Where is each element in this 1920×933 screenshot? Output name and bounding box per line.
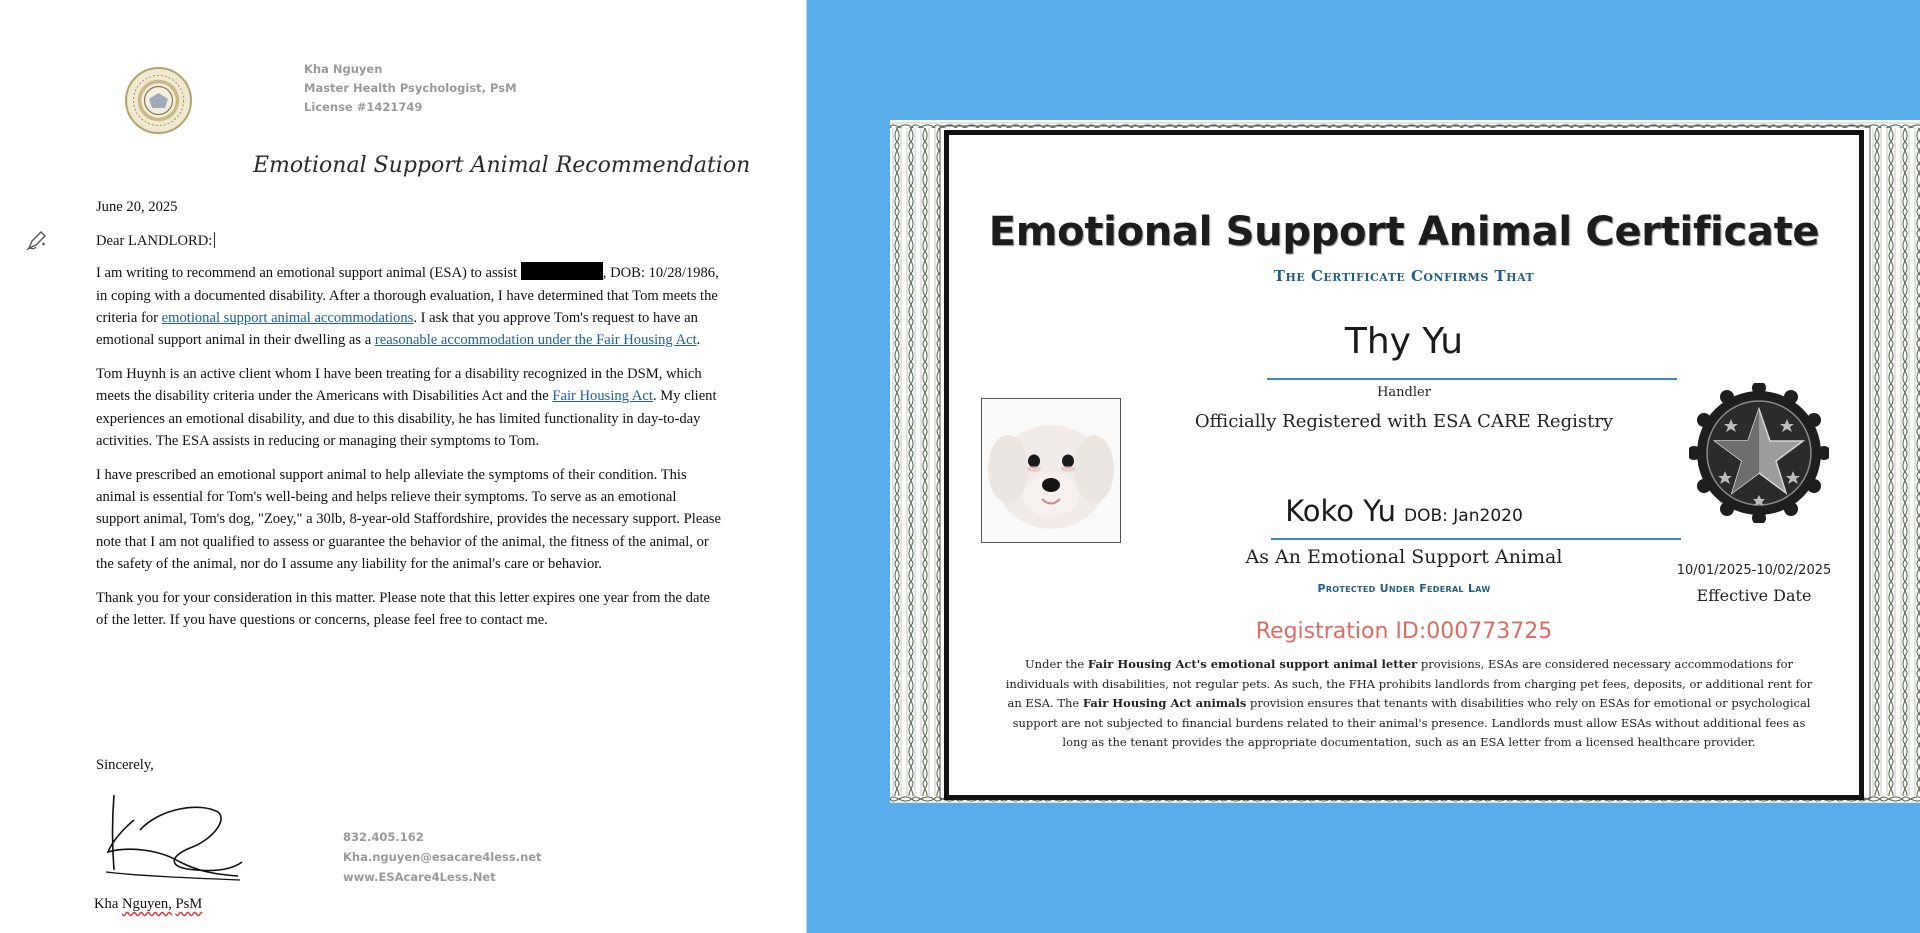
pet-name: Koko Yu — [1285, 494, 1397, 528]
signer-first: Kha — [94, 896, 119, 912]
certificate-title: Emotional Support Animal Certificate — [988, 209, 1820, 255]
esa-accommodations-link[interactable]: emotional support animal accommodations — [161, 309, 414, 326]
pet-dob: DOB: Jan2020 — [1404, 506, 1523, 526]
fair-housing-accommodation-link[interactable]: reasonable accommodation under the Fair Housing Act — [374, 332, 697, 349]
effective-date-label: Effective Date — [1696, 586, 1812, 605]
handwritten-signature — [100, 790, 250, 890]
letter-title: Emotional Support Animal Recommendation — [253, 153, 751, 178]
handler-name: Thy Yu — [1344, 321, 1464, 362]
edit-pen-icon[interactable] — [24, 228, 50, 254]
official-seal-icon — [125, 67, 192, 134]
redacted-name — [521, 262, 603, 280]
contact-phone: 832.405.162 — [343, 830, 424, 844]
paragraph-2 — [96, 363, 722, 452]
fine-bold-2: Fair Housing Act animals — [1082, 696, 1247, 710]
salutation-text: Dear LANDLORD: — [96, 233, 213, 250]
pet-line — [1271, 538, 1681, 540]
contact-website: www.ESAcare4Less.Net — [343, 870, 496, 884]
contact-email: Kha.nguyen@esacare4less.net — [343, 850, 542, 864]
letterhead-credential: Master Health Psychologist, PsM — [304, 81, 517, 95]
esa-certificate — [890, 120, 1920, 803]
paragraph-4: Thank you for your consideration in this matter. Please note that this letter expires one year from the date of the letter. If you have questions or concerns, please feel free to contact me. — [96, 590, 710, 629]
legal-fine-print — [999, 655, 1819, 753]
handler-line — [1267, 378, 1677, 380]
validity-dates: 10/01/2025-10/02/2025 — [1676, 563, 1832, 578]
fine-text-2: provisions, ESAs are considered necessary accommodations for individuals with disabilities, not regular pets. As such, the FHA prohibits landlords from charging pet fees, deposits, or additional rent for an ESA. The — [1005, 657, 1813, 710]
paragraph-3: I have prescribed an emotional support animal to help alleviate the symptoms of their condition. This animal is essential for Tom's well-being and helps relieve their symptoms. To serve as an emotional support animal, Tom's dog, "Zoey," a 30lb, 8-year-old Staffordshire, provides the necessary support. Please note that I am not qualified to assess or guarantee the behavior of the animal, the fitness of the animal, or the safety of the animal, nor do I assume any liability for the animal's care or behavior. — [96, 467, 721, 572]
letterhead-license: License #1421749 — [304, 100, 423, 114]
registration-id: Registration ID:000773725 — [1255, 619, 1553, 644]
p2-text-a: Tom Huynh is an active client whom I have been treating for a disability recognized in the DSM, which meets the disability criteria under the Americans with Disabilities Act and the — [96, 366, 702, 405]
signer-credential: PsM — [175, 896, 203, 912]
letter-closing: Sincerely, — [96, 757, 154, 773]
letter-date: June 20, 2025 — [96, 199, 178, 215]
letter-salutation[interactable] — [96, 230, 722, 252]
certificate-panel — [944, 130, 1864, 800]
fine-text-1: Under the — [1024, 657, 1088, 671]
certificate-confirms: The Certificate Confirms That — [1273, 267, 1535, 285]
letterhead — [304, 60, 517, 117]
p2-text-b: . My client experiences an emotional disability, and due to this disability, he has limited functionality in day-to-day activities. The ESA assists in reducing or managing their symptoms to Tom. — [96, 388, 717, 449]
fine-text-3: provision ensures that tenants with disabilities who rely on ESAs for emotional or psychological support are not subjected to financial burdens related to their animal's presence. Landlords must allow ESAs without additional fees as long as the tenant provides the appropriate documentation, such as an ESA letter from a licensed healthcare provider. — [1012, 696, 1811, 749]
signer-last: Nguyen, — [121, 896, 172, 912]
paragraph-1 — [96, 262, 722, 351]
pet-name-line — [949, 494, 1859, 528]
registry-statement: Officially Registered with ESA CARE Registry — [1194, 411, 1614, 432]
fine-bold-1: Fair Housing Act's emotional support animal letter — [1087, 657, 1418, 671]
esa-recommendation-letter — [0, 0, 807, 933]
p1-text-c: . I ask that you approve Tom's request to have an emotional support animal in their dwelling as a — [96, 309, 698, 349]
p1-text-a: I am writing to recommend an emotional support animal (ESA) to assist — [96, 265, 518, 282]
fair-housing-act-link[interactable]: Fair Housing Act — [552, 388, 653, 405]
federal-protection: Protected Under Federal Law — [1317, 582, 1491, 595]
esa-designation: As An Emotional Support Animal — [1245, 546, 1563, 568]
letterhead-name: Kha Nguyen — [304, 62, 383, 76]
letter-body — [96, 196, 722, 643]
signer-name — [94, 896, 202, 913]
p1-text-d: . — [696, 332, 701, 349]
handler-label: Handler — [1377, 385, 1431, 400]
text-cursor — [214, 232, 215, 248]
p1-text-b: , DOB: 10/28/1986, in coping with a documented disability. After a thorough evaluation, I have determined that Tom meets the criteria for — [96, 265, 719, 326]
contact-info — [343, 827, 542, 887]
